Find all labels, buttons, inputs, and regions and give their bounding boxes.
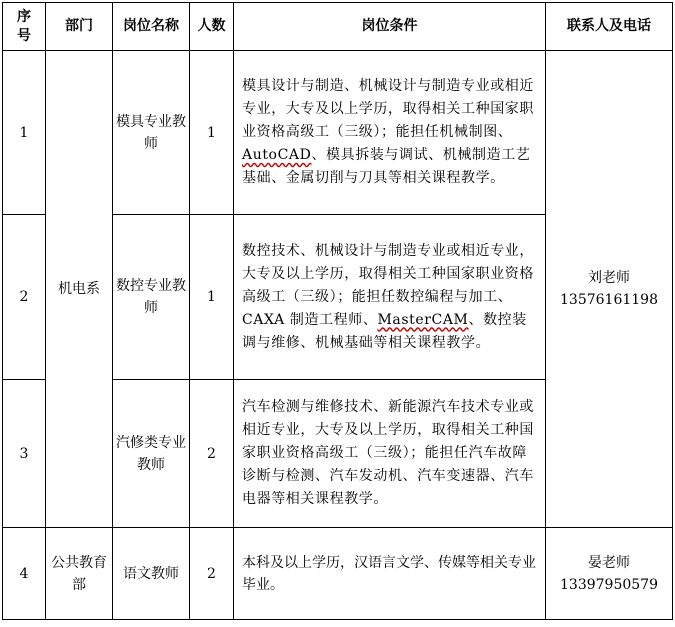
count-cell: 1 — [190, 215, 234, 380]
position-cell: 模具专业教师 — [113, 51, 190, 215]
header-position: 岗位名称 — [113, 3, 190, 51]
header-count: 人数 — [190, 3, 234, 51]
row-number: 3 — [3, 380, 46, 528]
conditions-text: 数控技术、机械设计与制造专业或相近专业，大专及以上学历，取得相关工种国家职业资格高级工（三级）；能担任数控编程与加工、CAXA 制造工程师、 — [242, 242, 534, 328]
contact-phone: 13397950579 — [560, 576, 658, 593]
header-no: 序号 — [3, 3, 46, 51]
contact-name: 晏老师 — [588, 554, 630, 571]
count-cell: 2 — [190, 528, 234, 620]
row-number: 4 — [3, 528, 46, 620]
contact-name: 刘老师 — [588, 270, 630, 286]
row-number: 2 — [3, 215, 46, 380]
header-contact: 联系人及电话 — [546, 3, 673, 51]
contact-phone: 13576161198 — [560, 292, 658, 308]
contact-cell — [546, 51, 673, 528]
conditions-cell — [234, 51, 546, 215]
header-row — [3, 3, 673, 51]
conditions-text: 模具设计与制造、机械设计与制造专业或相近专业，大专及以上学历，取得相关工种国家职业资格高级工（三级）；能担任机械制图、 — [242, 78, 534, 140]
department-cell: 机电系 — [46, 51, 113, 528]
row-number: 1 — [3, 51, 46, 215]
position-cell: 数控专业教师 — [113, 215, 190, 380]
conditions-cell: 汽车检测与维修技术、新能源汽车技术专业或相近专业，大专及以上学历，取得相关工种国家职业资格高级工（三级）；能担任汽车故障诊断与检测、汽车发动机、汽车变速器、汽车电器等相关课程教学。 — [234, 380, 546, 528]
department-cell: 公共教育部 — [46, 528, 113, 620]
contact-cell — [546, 528, 673, 620]
count-cell: 1 — [190, 51, 234, 215]
count-cell: 2 — [190, 380, 234, 528]
position-cell: 汽修类专业教师 — [113, 380, 190, 528]
conditions-text: 、模具拆装与调试、机械制造工艺基础、金属切削与刀具等相关课程教学。 — [242, 147, 531, 186]
conditions-cell — [234, 215, 546, 380]
conditions-text: 、数控装调与维修、机械基础等相关课程教学。 — [242, 311, 527, 351]
header-dept: 部门 — [46, 3, 113, 51]
header-conditions: 岗位条件 — [234, 3, 546, 51]
conditions-term: AutoCAD — [242, 147, 312, 163]
recruitment-table — [2, 2, 673, 620]
conditions-term: MasterCAM — [377, 311, 469, 328]
conditions-cell: 本科及以上学历，汉语言文学、传媒等相关专业毕业。 — [234, 528, 546, 620]
position-cell: 语文教师 — [113, 528, 190, 620]
table-row — [3, 51, 673, 215]
table-row — [3, 528, 673, 620]
